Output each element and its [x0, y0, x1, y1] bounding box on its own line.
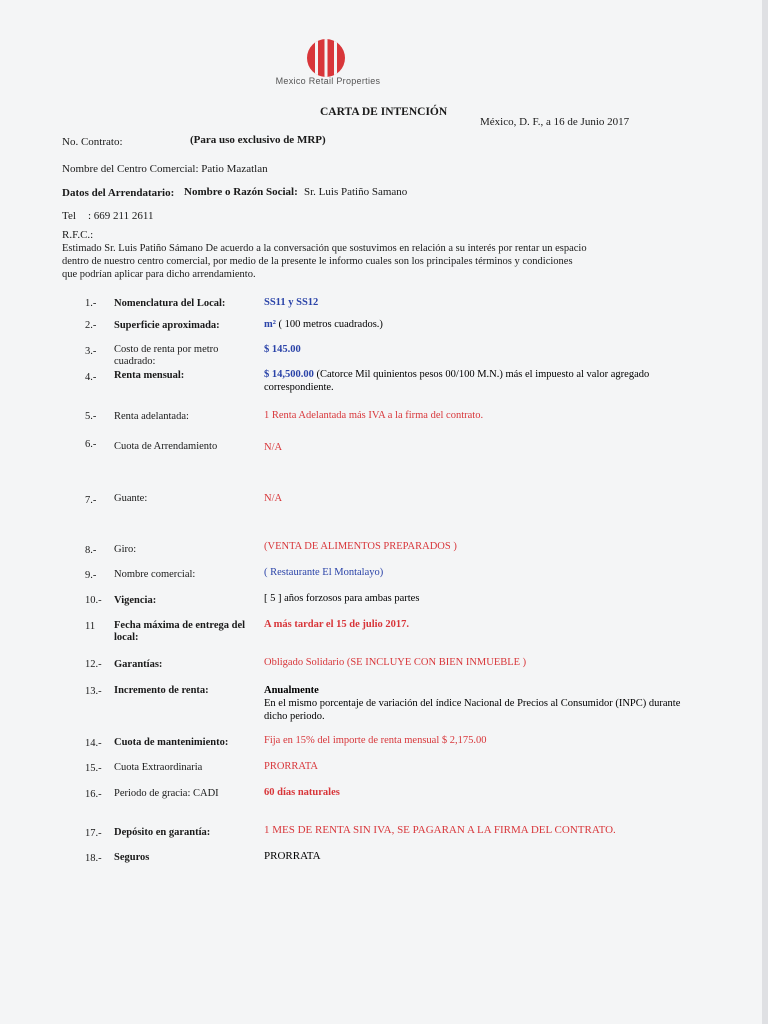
- item-number: 14.-: [85, 738, 102, 749]
- item-number: 18.-: [85, 853, 102, 864]
- item-label: Incremento de renta:: [114, 685, 209, 696]
- intro-line: dentro de nuestro centro comercial, por medio de la presente le informo cuales son los principales términos y condiciones: [62, 256, 573, 267]
- item-label: Vigencia:: [114, 595, 157, 606]
- item-value-text: (Catorce Mil quinientos pesos 00/100 M.N.) más el impuesto al valor agregado correspondiente.: [264, 369, 650, 393]
- rfc-label: R.F.C.:: [62, 229, 94, 241]
- item-number: 1.-: [85, 298, 97, 309]
- item-label: Guante:: [114, 493, 148, 504]
- item-value: N/A: [264, 493, 283, 504]
- item-number: 13.-: [85, 686, 102, 697]
- item-number: 3.-: [85, 346, 97, 357]
- item-label: Renta adelantada:: [114, 411, 189, 422]
- company-logo-icon: [306, 38, 346, 78]
- intro-line: que podrían aplicar para dicho arrendamiento.: [62, 269, 256, 280]
- item-label: Cuota Extraordinaria: [114, 762, 203, 773]
- intro-line: Estimado Sr. Luis Patiño Sámano De acuerdo a la conversación que sostuvimos en relación a su interés por rentar un espacio: [62, 243, 587, 254]
- item-value: A más tardar el 15 de julio 2017.: [264, 619, 410, 630]
- item-label: Depósito en garantía:: [114, 827, 211, 838]
- contract-label: No. Contrato:: [62, 136, 123, 148]
- item-label: Superficie aproximada:: [114, 320, 220, 331]
- item-number: 11: [85, 621, 96, 632]
- item-number: 17.-: [85, 828, 102, 839]
- tenant-data-label: Datos del Arrendatario:: [62, 187, 175, 199]
- item-label: Nomenclatura del Local:: [114, 298, 226, 309]
- item-value: m² ( 100 metros cuadrados.): [264, 319, 383, 330]
- item-value: PRORRATA: [264, 850, 321, 862]
- item-value: ( Restaurante El Montalayo): [264, 567, 384, 578]
- item-number: 7.-: [85, 495, 97, 506]
- item-label: Periodo de gracia: CADI: [114, 788, 219, 799]
- item-value: SS11 y SS12: [264, 297, 319, 308]
- item-value: 1 MES DE RENTA SIN IVA, SE PAGARAN A LA FIRMA DEL CONTRATO.: [264, 824, 616, 836]
- document-date: México, D. F., a 16 de Junio 2017: [480, 116, 630, 128]
- item-value: N/A: [264, 442, 283, 453]
- item-number: 10.-: [85, 595, 102, 606]
- tel-value: : 669 211 2611: [88, 210, 154, 222]
- item-value: Obligado Solidario (SE INCLUYE CON BIEN INMUEBLE ): [264, 657, 527, 668]
- item-value: PRORRATA: [264, 761, 319, 772]
- page-edge: [762, 0, 768, 1024]
- company-name: Mexico Retail Properties: [275, 76, 381, 86]
- item-label: Cuota de Arrendamiento: [114, 441, 218, 452]
- item-number: 9.-: [85, 570, 97, 581]
- intro-paragraph: [62, 242, 662, 281]
- item-number: 16.-: [85, 789, 102, 800]
- item-value: 1 Renta Adelantada más IVA a la firma del contrato.: [264, 410, 484, 421]
- mall-name-line: Nombre del Centro Comercial: Patio Mazatlan: [62, 163, 268, 175]
- item-value: (VENTA DE ALIMENTOS PREPARADOS ): [264, 541, 457, 552]
- item-value: [264, 684, 689, 723]
- contract-note: (Para uso exclusivo de MRP): [190, 134, 326, 146]
- item-value-text: ( 100 metros cuadrados.): [278, 319, 383, 330]
- item-value: [264, 368, 664, 394]
- item-label: Costo de renta por metro cuadrado:: [114, 344, 219, 367]
- item-label: Renta mensual:: [114, 370, 185, 381]
- item-value: Fija en 15% del importe de renta mensual $ 2,175.00: [264, 735, 487, 746]
- item-label: Cuota de mantenimiento:: [114, 737, 229, 748]
- tel-label: Tel: [62, 210, 76, 222]
- item-label: Seguros: [114, 852, 150, 863]
- item-value-frequency: Anualmente: [264, 685, 319, 696]
- item-label: Fecha máxima de entrega del local:: [114, 620, 246, 643]
- item-value: [ 5 ] años forzosos para ambas partes: [264, 593, 420, 604]
- item-value: 60 días naturales: [264, 787, 340, 798]
- item-value-text: En el mismo porcentaje de variación del índice Nacional de Precios al Consumidor (INPC) durante dicho periodo.: [264, 698, 681, 722]
- tenant-name: Sr. Luis Patiño Samano: [304, 186, 408, 198]
- item-number: 2.-: [85, 320, 97, 331]
- item-number: 12.-: [85, 659, 102, 670]
- item-number: 8.-: [85, 545, 97, 556]
- document-title: CARTA DE INTENCIÓN: [320, 106, 448, 118]
- item-label: Nombre comercial:: [114, 569, 196, 580]
- tenant-name-label: Nombre o Razón Social:: [184, 186, 298, 198]
- item-number: 15.-: [85, 763, 102, 774]
- item-label: Garantías:: [114, 659, 163, 670]
- item-number: 6.-: [85, 439, 97, 450]
- item-number: 5.-: [85, 411, 97, 422]
- item-number: 4.-: [85, 372, 97, 383]
- item-value-amount: $ 14,500.00: [264, 369, 314, 380]
- item-value: $ 145.00: [264, 344, 301, 355]
- item-label: Giro:: [114, 544, 137, 555]
